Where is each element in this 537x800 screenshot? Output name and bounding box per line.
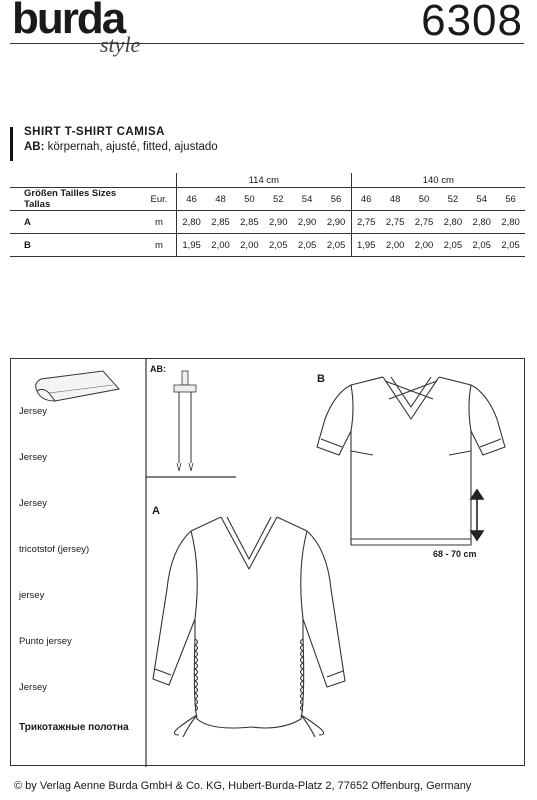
brand-logo: burda xyxy=(12,0,125,43)
header-rule xyxy=(10,43,524,44)
yardage-cell: 2,80 xyxy=(177,211,207,234)
fabric-es: Punto jersey xyxy=(19,636,72,647)
fabric-fr: Jersey xyxy=(19,452,47,463)
fabric-ru: Трикотажные полотна xyxy=(19,722,129,733)
unit-cell: m xyxy=(142,211,177,234)
table-row xyxy=(10,211,525,234)
view-label: B xyxy=(10,234,142,257)
fit-description xyxy=(24,141,218,153)
yardage-cell: 2,75 xyxy=(381,211,410,234)
size-cell: 50 xyxy=(410,188,439,211)
fabric-roll-icon xyxy=(33,369,123,403)
size-header-label: Größen Tailles Sizes Tallas xyxy=(10,188,142,211)
yardage-cell: 2,80 xyxy=(496,211,525,234)
table-row xyxy=(10,234,525,257)
width-114-header: 114 cm xyxy=(177,173,352,188)
title-accent-bar xyxy=(10,127,13,161)
yardage-cell: 2,75 xyxy=(410,211,439,234)
fabric-en: Jersey xyxy=(19,498,47,509)
yardage-cell: 2,00 xyxy=(381,234,410,257)
yardage-cell: 2,90 xyxy=(264,211,293,234)
needle-label: AB: xyxy=(150,364,166,374)
yardage-cell: 2,80 xyxy=(438,211,467,234)
size-cell: 56 xyxy=(496,188,525,211)
yardage-cell: 2,75 xyxy=(351,211,381,234)
fit-text: körpernah, ajusté, fitted, ajustado xyxy=(47,141,218,153)
fabric-nl: tricotstof (jersey) xyxy=(19,544,90,555)
view-a-label: A xyxy=(152,505,160,517)
yardage-cell: 2,00 xyxy=(206,234,235,257)
yardage-cell: 2,85 xyxy=(235,211,264,234)
illustration-panel xyxy=(10,358,525,766)
yardage-cell: 2,05 xyxy=(467,234,496,257)
brand-style-logo: style xyxy=(100,32,141,57)
yardage-cell: 2,05 xyxy=(264,234,293,257)
length-arrow-icon xyxy=(467,489,487,541)
width-140-header: 140 cm xyxy=(351,173,525,188)
fabric-pt: Jersey xyxy=(19,682,47,693)
size-cell: 48 xyxy=(381,188,410,211)
yardage-cell: 2,05 xyxy=(322,234,352,257)
size-cell: 48 xyxy=(206,188,235,211)
size-cell: 54 xyxy=(293,188,322,211)
yardage-cell: 2,90 xyxy=(293,211,322,234)
fabric-it: jersey xyxy=(19,590,45,601)
yardage-cell: 2,90 xyxy=(322,211,352,234)
pattern-number: 6308 xyxy=(421,0,523,45)
size-cell: 46 xyxy=(351,188,381,211)
yardage-cell: 2,05 xyxy=(438,234,467,257)
size-cell: 56 xyxy=(322,188,352,211)
garment-title: SHIRT T-SHIRT CAMISA xyxy=(24,126,165,138)
size-cell: 52 xyxy=(438,188,467,211)
yardage-cell: 2,00 xyxy=(410,234,439,257)
yardage-cell: 2,00 xyxy=(235,234,264,257)
yardage-cell: 2,05 xyxy=(293,234,322,257)
unit-cell: m xyxy=(142,234,177,257)
fabric-de: Jersey xyxy=(19,406,47,417)
size-cell: 50 xyxy=(235,188,264,211)
yardage-table xyxy=(10,173,525,257)
size-cell: 46 xyxy=(177,188,207,211)
twin-needle-icon xyxy=(166,369,206,474)
view-label: A xyxy=(10,211,142,234)
fit-prefix: AB: xyxy=(24,141,45,153)
copyright-notice: © by Verlag Aenne Burda GmbH & Co. KG, Hubert-Burda-Platz 2, 77652 Offenburg, Germany xyxy=(14,780,472,792)
yardage-cell: 2,80 xyxy=(467,211,496,234)
yardage-cell: 1,95 xyxy=(177,234,207,257)
length-measurement: 68 - 70 cm xyxy=(433,549,477,559)
size-cell: 52 xyxy=(264,188,293,211)
yardage-cell: 2,05 xyxy=(496,234,525,257)
view-b-label: B xyxy=(317,373,325,385)
yardage-cell: 1,95 xyxy=(351,234,381,257)
eur-label: Eur. xyxy=(142,188,177,211)
yardage-cell: 2,85 xyxy=(206,211,235,234)
size-cell: 54 xyxy=(467,188,496,211)
